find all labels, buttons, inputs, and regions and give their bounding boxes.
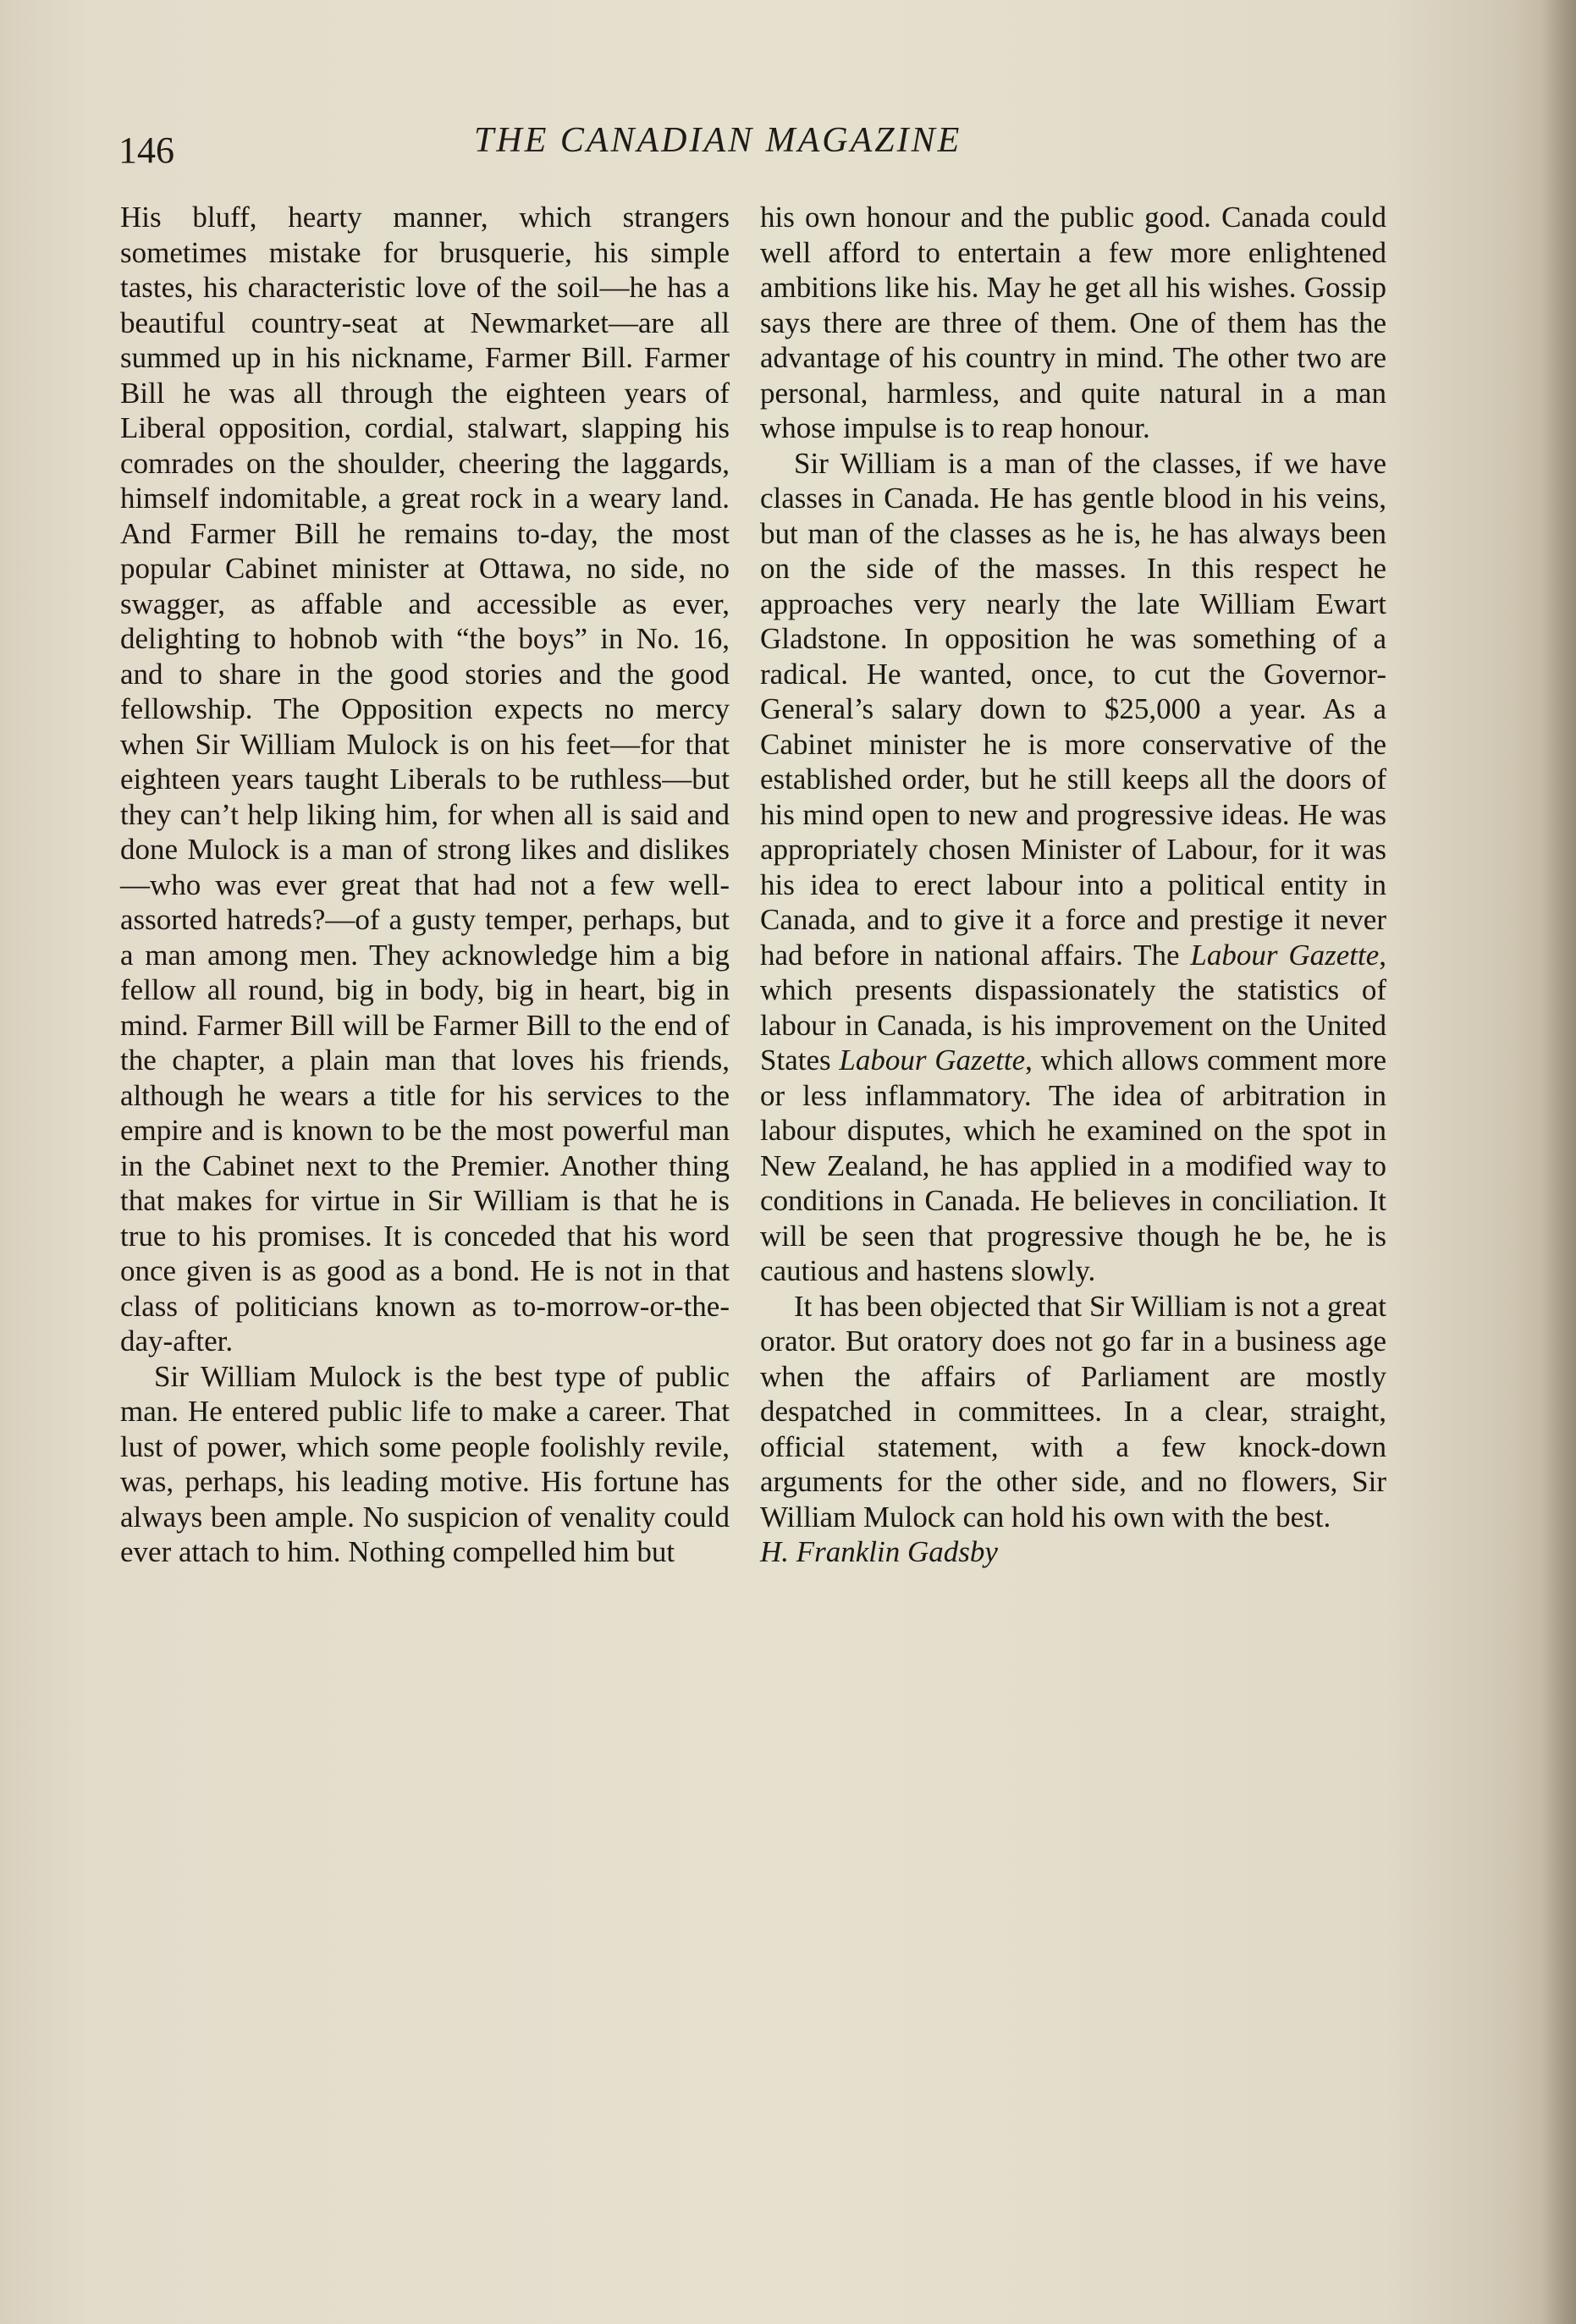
running-head: THE CANADIAN MAGAZINE	[474, 121, 962, 160]
paragraph-farmer-bill: His bluff, hearty manner, which strangers sometimes mistake for brusquerie, his simple tastes, his characteristic love of the soil—he has a beautiful country-seat at Newmarket—are all summed up in his nickname, Farmer Bill. Farmer Bill he was all through the eighteen years of Liberal opposition, cordial, stalwart, slapping his comrades on the shoulder, cheering the laggards, himself indomitable, a great rock in a weary land. And Farmer Bill he remains to-day, the most popular Cabinet minister at Ottawa, no side, no swagger, as affable and accessible as ever, delighting to hobnob with “the boys” in No. 16, and to share in the good stories and the good fellowship. The Opposition expects no mercy when Sir William Mulock is on his feet—for that eighteen years taught Liberals to be ruthless—but they can’t help liking him, for when all is said and done Mulock is a man of strong likes and dislikes—who was ever great that had not a few well-assorted hatreds?—of a gusty temper, perhaps, but a man among men. They acknowledge him a big fellow all round, big in body, big in heart, big in mind. Farmer Bill will be Farmer Bill to the end of the chapter, a plain man that loves his friends, although he wears a title for his services to the empire and is known to be the most powerful man in the Cabinet next to the Premier. Another thing that makes for virtue in Sir William is that he is true to his promises. It is conceded that his word once given is as good as a bond. He is not in that class of politicians known as to-morrow-or-the-day-after.	[120, 201, 730, 1358]
page-edge-shadow	[1542, 0, 1576, 2324]
periodical-title: Labour Gazette	[839, 1044, 1026, 1077]
page-number: 146	[118, 129, 174, 171]
paragraph-honour-continued: his own honour and the public good. Canada could well afford to entertain a few more enlightened ambitions like his. May he get all his wishes. Gossip says there are three of them. One of them has the advantage of his country in mind. The other two are personal, harmless, and quite natural in a man whose impulse is to reap honour.	[760, 201, 1386, 444]
text-segment: , which presents dispassionately the statistics of labour in Canada, is his improvement on the United States	[760, 938, 1386, 1077]
periodical-title: Labour Gazette	[1190, 938, 1380, 972]
paragraph-man-of-classes	[760, 446, 1386, 1289]
right-column	[760, 200, 1386, 1570]
author-byline: H. Franklin Gadsby	[760, 1535, 998, 1568]
paragraph-orator: It has been objected that Sir William is not a great orator. But oratory does not go far in a business age when the affairs of Parliament are mostly despatched in committees. In a clear, straight, official statement, with a few knock-down arguments for the other side, and no flowers, Sir William Mulock can hold his own with the best.	[760, 1289, 1386, 1534]
text-segment: Sir William is a man of the classes, if we have classes in Canada. He has gentle blood in his veins, but man of the classes as he is, he has always been on the side of the masses. In this respect he approaches very nearly the late William Ewart Gladstone. In opposition he was something of a radical. He wanted, once, to cut the Governor-General’s salary down to $25,000 a year. As a Cabinet minister he is more conservative of the established order, but he still keeps all the doors of his mind open to new and progressive ideas. He was appropriately chosen Minister of Labour, for it was his idea to erect labour into a political entity in Canada, and to give it a force and prestige it never had before in national affairs. The	[760, 446, 1386, 972]
text-segment: , which allows comment more or less inflammatory. The idea of arbitration in labour disputes, which he examined on the spot in New Zealand, he has applied in a modified way to conditions in Canada. He believes in conciliation. It will be seen that progressive though he be, he is cautious and hastens slowly.	[760, 1044, 1387, 1287]
left-column	[120, 200, 730, 1570]
paragraph-best-type: Sir William Mulock is the best type of public man. He entered public life to make a career. That lust of power, which some people foolishly revile, was, perhaps, his leading motive. His fortune has always been ample. No suspicion of venality could ever attach to him. Nothing compelled him but	[120, 1359, 730, 1568]
